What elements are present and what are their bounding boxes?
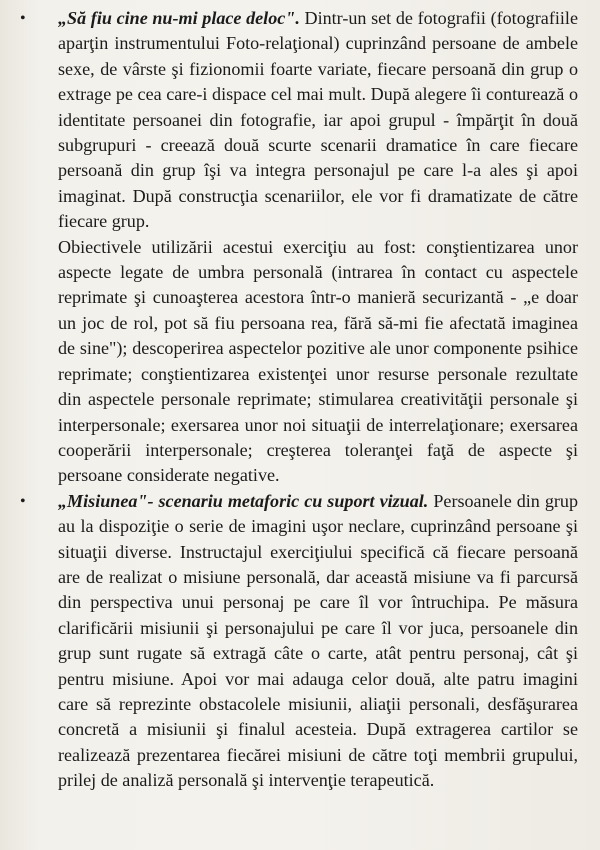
bullet-marker: • xyxy=(20,10,26,27)
page-content xyxy=(20,6,579,794)
exercise-title-1: „Să fiu cine nu-mi place deloc". xyxy=(58,8,300,28)
exercise-title-2: „Misiunea"- scenariu metaforic cu suport vizual. xyxy=(58,490,429,511)
bullet-item-2 xyxy=(20,489,579,794)
exercise-description-1: Dintr-un set de fotografii (fotografiile aparţin instrumentului Foto-relaţional) cuprinzând persoane de ambele sexe, de vârste şi fizionomii foarte variate, fiecare persoană din grup o extrage pe cea care-i dispace cel mai mult. După alegere îi conturează o identitate persoanei din fotografie, iar apoi grupul - împărţit în două subgrupuri - creează două scurte scenarii dramatice în care fiecare persoană din grup îşi va integra personajul pe care l-a ales şi apoi imaginat. După construcţia scenariilor, ele vor fi dramatizate de către fiecare grup. xyxy=(58,8,578,232)
bullet-item-1 xyxy=(20,6,578,235)
objectives-paragraph: Obiectivele utilizării acestui exerciţiu au fost: conştientizarea unor aspecte legate de umbra personală (intrarea în contact cu aspectele reprimate şi cunoaşterea acestora într-o manieră securizantă - „e doar un joc de rol, pot să fiu persoana rea, fără să-mi fie afectată imaginea de sine"); descoperirea aspectelor pozitive ale unor componente psihice reprimate; conştientizarea existenţei unor resurse personale rezultate din aspectele personale reprimate; stimularea creativităţii personale şi interpersonale; exersarea unor noi situaţii de interrelaţionare; exersarea cooperării interpersonale; creşterea toleranţei faţă de aspecte şi persoane considerate negative. xyxy=(58,236,578,486)
exercise-description-2: Persoanele din grup au la dispoziţie o serie de imagini uşor neclare, cuprinzând persoane şi situaţii diverse. Instructajul exerciţiului specifică că fiecare persoană are de realizat o misiune personală, dar această misiune va fi parcursă din perspectiva unui personaj pe care îl vor întruchipa. Pe măsura clarificării misiunii şi personajului pe care îl vor juca, persoanele din grup sunt rugate să extragă câte o carte, atât pentru personaj, cât şi pentru misiune. Apoi vor mai adauga celor două, alte patru imagini care să reprezinte obstacolele misiunii, aliaţii personali, desfăşurarea concretă a misiunii şi finalul acesteia. După extragerea cartilor se realizează prezentarea fiecărei misiuni de către toţi membrii grupului, prilej de analiză personală şi intervenţie terapeutică. xyxy=(58,490,579,791)
bullet-marker: • xyxy=(20,492,26,510)
